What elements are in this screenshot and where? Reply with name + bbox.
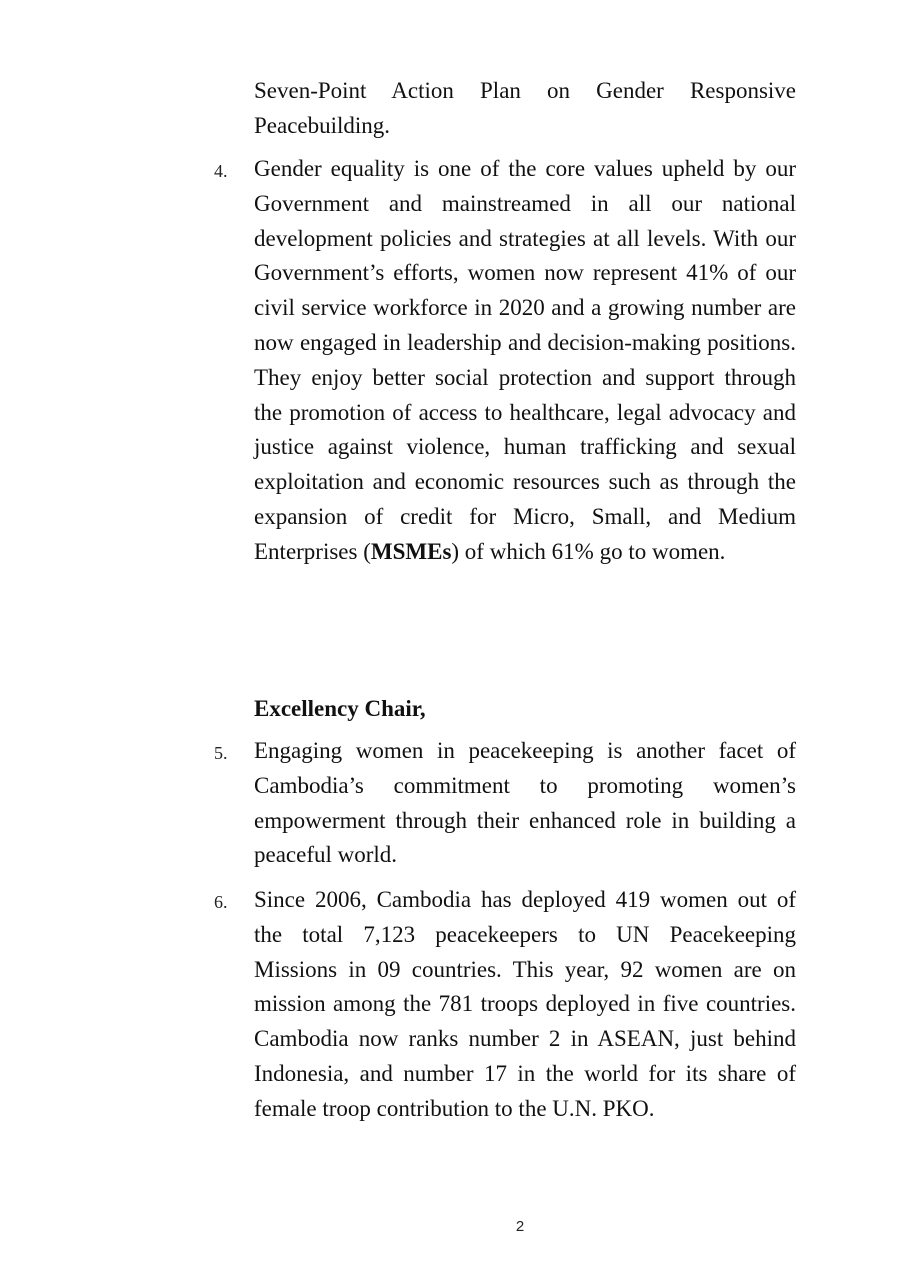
paragraph-4-text-start: Gender equality is one of the core values upheld by our Government and mainstreamed in all our national development policies and strategies at all levels. With our Government’s efforts, women now represent 41% of our civil service workforce in 2020 and a growing number are now engaged in leadership and decision-making positions. They enjoy better social protection and support through the promotion of access to healthcare, legal advocacy and justice against violence, human trafficking and sexual exploitation and economic resources such as through the expansion of credit for Micro, Small, and Medium Enterprises ( [254, 156, 796, 564]
continuation-paragraph [254, 74, 796, 144]
paragraph-4 [254, 152, 796, 570]
paragraph-6 [254, 883, 796, 1127]
paragraph-number-6: 6. [214, 892, 228, 912]
paragraph-number-4: 4. [214, 161, 228, 181]
page-number: 2 [515, 1218, 525, 1235]
paragraph-5 [254, 734, 796, 873]
continuation-text: Seven-Point Action Plan on Gender Responsive Peacebuilding. [254, 78, 796, 138]
msmes-bold-term: MSMEs [370, 538, 452, 564]
paragraph-4-text-end: ) of which 61% go to women. [451, 538, 726, 564]
paragraph-6-text: Since 2006, Cambodia has deployed 419 women out of the total 7,123 peacekeepers to UN Peacekeeping Missions in 09 countries. This year, 92 women are on mission among the 781 troops deployed in five countries. Cambodia now ranks number 2 in ASEAN, just behind Indonesia, and number 17 in the world for its share of female troop contribution to the U.N. PKO. [254, 887, 796, 1121]
paragraph-5-text: Engaging women in peacekeeping is another facet of Cambodia’s commitment to promoting women’s empowerment through their enhanced role in building a peaceful world. [254, 738, 796, 868]
section-heading: Excellency Chair, [254, 696, 426, 721]
paragraph-number-5: 5. [214, 743, 228, 763]
